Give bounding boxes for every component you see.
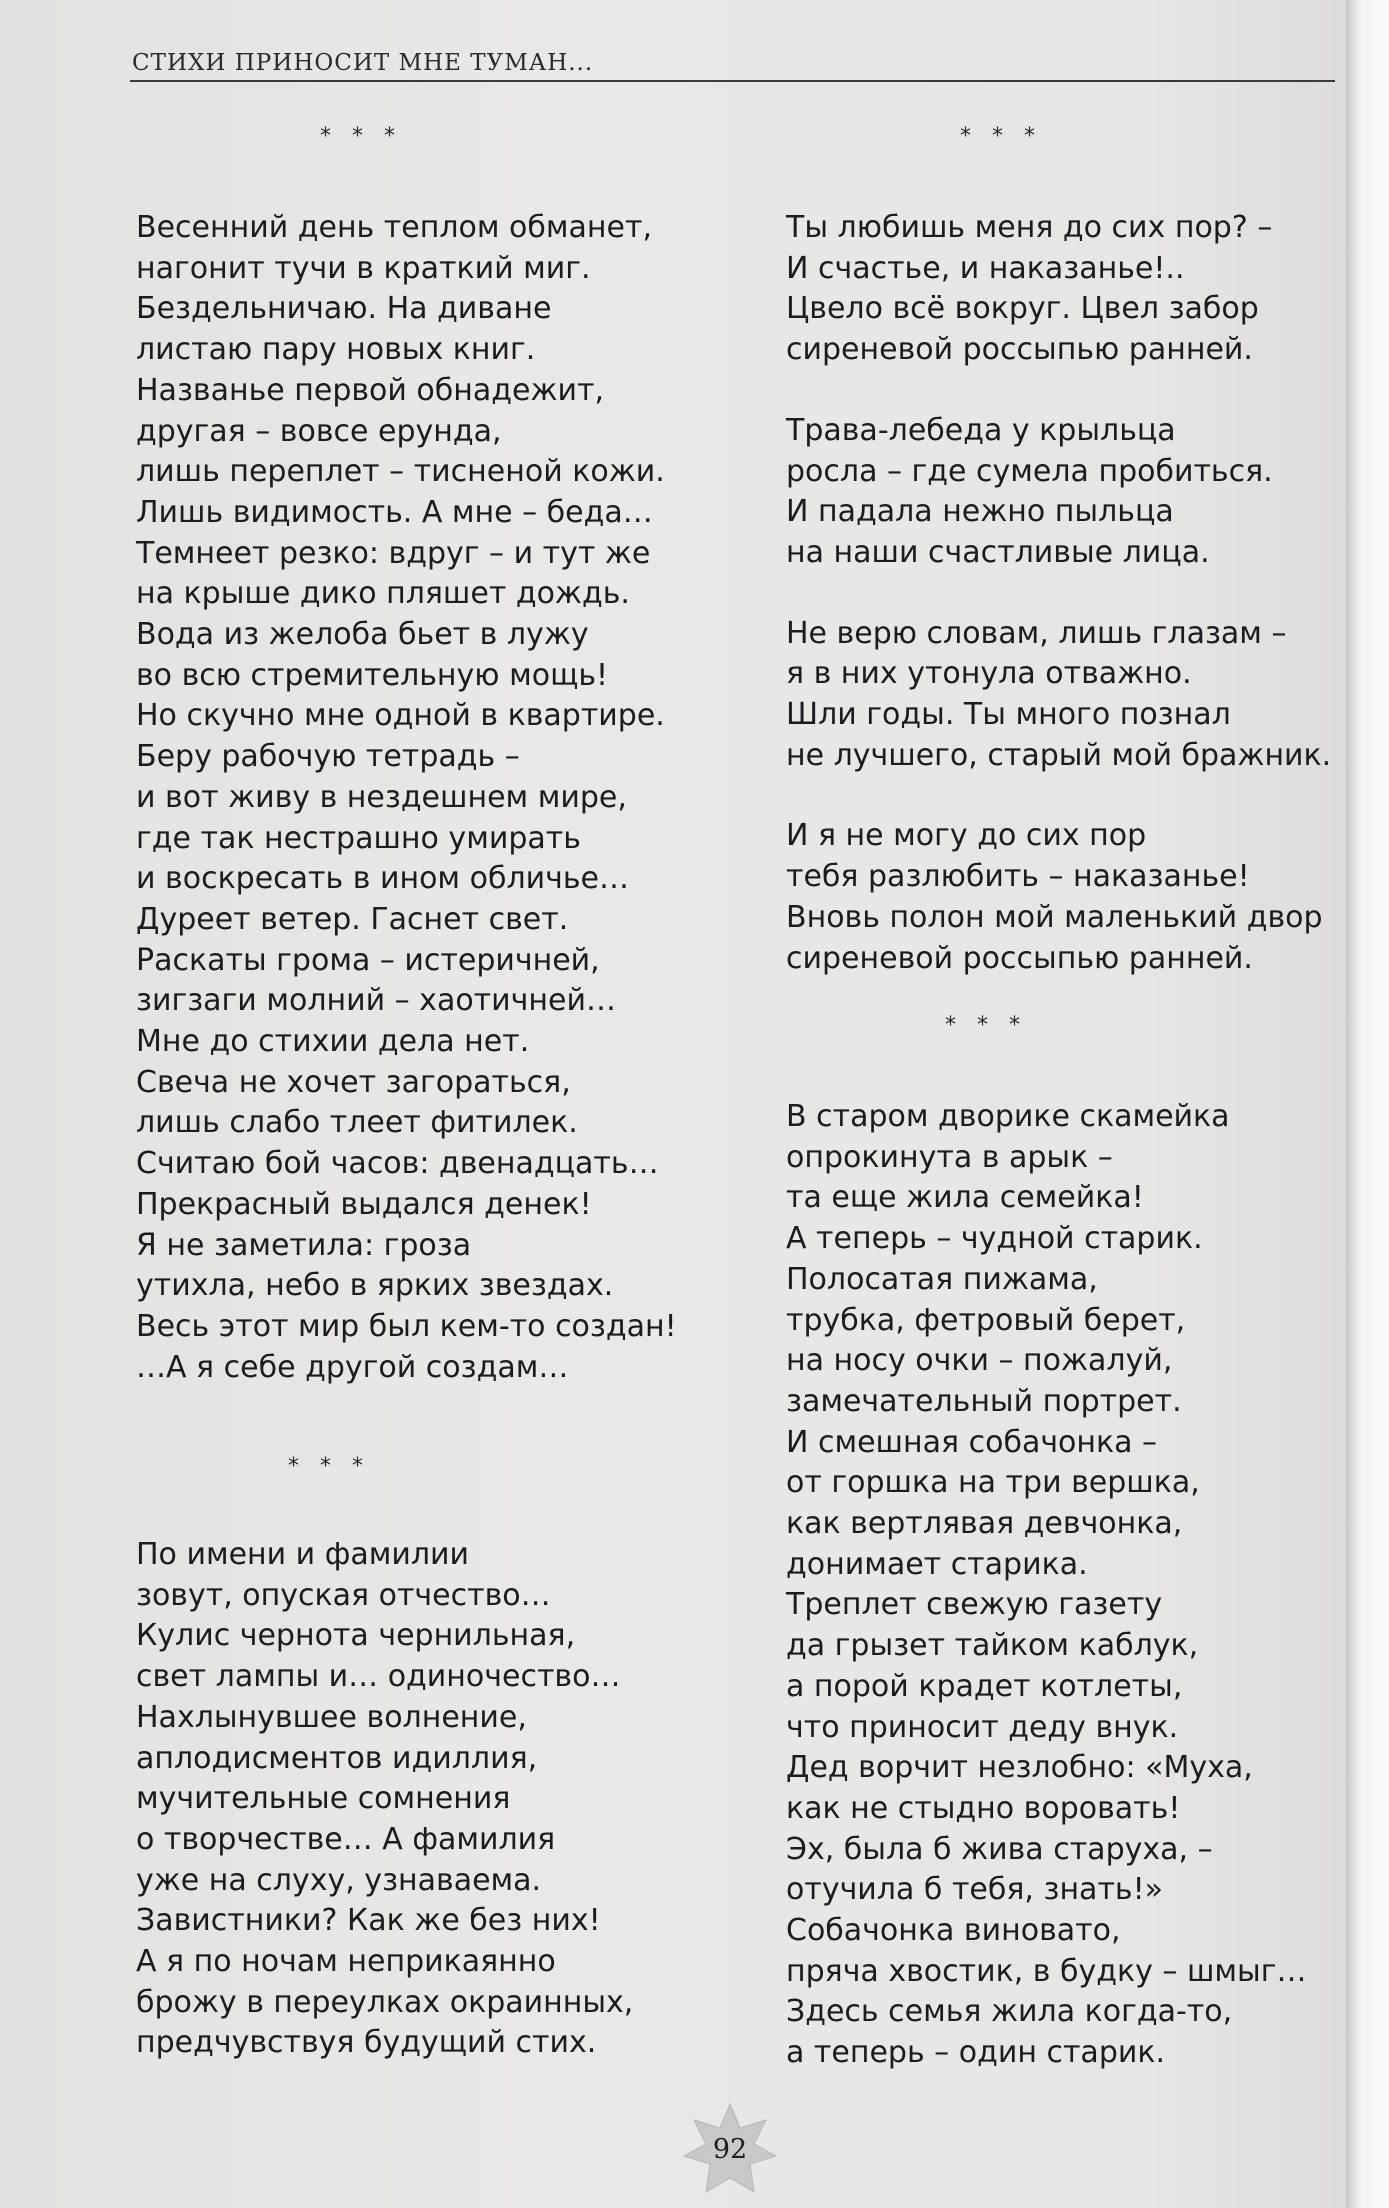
poem-line: Темнеет резко: вдруг – и тут же — [136, 535, 651, 571]
poem-line: о творчестве… А фамилия — [136, 1821, 556, 1857]
poem-separator-left-mid: * * * — [288, 1454, 370, 1479]
poem-line: та еще жила семейка! — [786, 1180, 1144, 1216]
right-column-lower — [786, 1097, 1346, 2074]
poem-line: на крыше дико пляшет дождь. — [136, 576, 630, 612]
poem-line: не лучшего, старый мой бражник. — [786, 737, 1332, 773]
poem-line: …А я себе другой создам… — [136, 1349, 569, 1385]
header-rule — [130, 80, 1335, 82]
poem-line: А я по ночам неприкаянно — [136, 1944, 556, 1980]
poem-line: во всю стремительную мощь! — [136, 657, 609, 693]
poem-line: замечательный портрет. — [786, 1383, 1182, 1419]
poem-line: Раскаты грома – истеричней, — [136, 942, 600, 978]
poem-line: Свеча не хочет загораться, — [136, 1064, 571, 1100]
left-column — [136, 208, 696, 1388]
poem-line: и воскресать в ином обличье… — [136, 861, 629, 897]
poem-line: что приносит деду внук. — [786, 1709, 1179, 1745]
poem-line: Шли годы. Ты много познал — [786, 697, 1231, 733]
poem-line: уже на слуху, узнаваема. — [136, 1862, 542, 1898]
poem-line: Вновь полон мой маленький двор — [786, 899, 1323, 935]
poem-by-name — [136, 1535, 696, 2064]
poem-line: Лишь видимость. А мне – беда… — [136, 494, 653, 530]
poem-old-yard — [786, 1097, 1346, 2074]
poem-line: зигзаги молний – хаотичней… — [136, 983, 616, 1019]
poem-line: По имени и фамилии — [136, 1537, 470, 1572]
poem-line: лишь слабо тлеет фитилек. — [136, 1105, 578, 1141]
poem-line: Завистники? Как же без них! — [136, 1903, 601, 1939]
poem-line: донимает старика. — [786, 1546, 1088, 1582]
poem-line: как вертлявая девчонка, — [786, 1506, 1183, 1542]
stanza-gap — [786, 371, 1346, 411]
poem-line: Ты любишь меня до сих пор? – — [786, 210, 1273, 245]
poem-line: сиреневой россыпью ранней. — [786, 332, 1253, 368]
poem-line: свет лампы и… одиночество… — [136, 1659, 621, 1695]
poem-line: росла – где сумела пробиться. — [786, 453, 1273, 489]
poem-line: отучила б тебя, знать!» — [786, 1872, 1163, 1908]
poem-line: я в них утонула отважно. — [786, 656, 1192, 692]
poem-separator-right-mid: * * * — [945, 1013, 1027, 1038]
poem-line: Дед ворчит незлобно: «Муха, — [786, 1750, 1253, 1786]
poem-line: Дуреет ветер. Гаснет свет. — [136, 901, 569, 937]
poem-line: Прекрасный выдался денек! — [136, 1186, 592, 1222]
poem-line: да грызет тайком каблук, — [786, 1628, 1199, 1664]
poem-line: Бездельничаю. На диване — [136, 291, 552, 327]
poem-line: на носу очки – пожалуй, — [786, 1343, 1173, 1379]
poem-line: лишь переплет – тисненой кожи. — [136, 454, 665, 490]
poem-line: Мне до стихии дела нет. — [136, 1024, 530, 1060]
poem-line: Трава-лебеда у крыльца — [786, 412, 1176, 448]
poem-line: Треплет свежую газету — [786, 1587, 1163, 1623]
poem-line: другая – вовсе ерунда, — [136, 413, 502, 449]
poem-line: где так нестрашно умирать — [136, 820, 581, 856]
right-column — [786, 208, 1346, 979]
poem-separator-left-top: * * * — [320, 124, 402, 149]
poem-line: Но скучно мне одной в квартире. — [136, 698, 665, 734]
poem-line: брожу в переулках окраинных, — [136, 1984, 634, 2020]
poem-line: аплодисментов идиллия, — [136, 1740, 538, 1776]
poem-line: нагонит тучи в краткий миг. — [136, 250, 591, 286]
poem-line: утихла, небо в ярких звездах. — [136, 1268, 614, 1304]
poem-line: предчувствуя будущий стих. — [136, 2025, 597, 2061]
poem-line: Полосатая пижама, — [786, 1261, 1098, 1297]
poem-line: трубка, фетровый берет, — [786, 1302, 1186, 1338]
poem-line: Кулис чернота чернильная, — [136, 1618, 576, 1654]
stanza-gap — [786, 776, 1346, 816]
poem-line: опрокинута в арык – — [786, 1139, 1113, 1175]
poem-line: Названье первой обнадежит, — [136, 372, 605, 408]
poem-line: Собачонка виновато, — [786, 1913, 1121, 1949]
poem-line: Вода из желоба бьет в лужу — [136, 617, 589, 653]
poem-line: Не верю словам, лишь глазам – — [786, 615, 1287, 651]
poem-spring-day — [136, 208, 696, 1388]
poem-line: Здесь семья жила когда-то, — [786, 1994, 1233, 2030]
poem-line: Считаю бой часов: двенадцать… — [136, 1146, 659, 1182]
poem-line: В старом дворике скамейка — [786, 1099, 1230, 1134]
poem-line: тебя разлюбить – наказанье! — [786, 859, 1250, 895]
left-column-lower — [136, 1535, 696, 2064]
stanza-gap — [786, 574, 1346, 614]
poem-line: зовут, опуская отчество… — [136, 1577, 551, 1613]
poem-line: мучительные сомнения — [136, 1781, 511, 1817]
poem-line: от горшка на три вершка, — [786, 1465, 1200, 1501]
poem-line: сиреневой россыпью ранней. — [786, 940, 1253, 976]
page-number: 92 — [712, 2134, 748, 2165]
poem-line: а порой крадет котлеты, — [786, 1668, 1183, 1704]
poem-line: как не стыдно воровать! — [786, 1790, 1181, 1826]
poem-line: на наши счастливые лица. — [786, 534, 1210, 570]
poem-line: И счастье, и наказанье!.. — [786, 250, 1185, 286]
poem-line: Весь этот мир был кем-то создан! — [136, 1308, 677, 1344]
poem-line: пряча хвостик, в будку – шмыг… — [786, 1953, 1307, 1989]
poem-line: Эх, была б жива старуха, – — [786, 1831, 1213, 1867]
poem-line: Я не заметила: гроза — [136, 1227, 472, 1263]
poem-line: и вот живу в нездешнем мире, — [136, 779, 627, 815]
poem-line: Весенний день теплом обманет, — [136, 210, 652, 245]
poem-line: Цвело всё вокруг. Цвел забор — [786, 291, 1259, 327]
page-number-badge — [680, 2100, 780, 2200]
poem-line: а теперь – один старик. — [786, 2035, 1166, 2071]
poem-separator-right-top: * * * — [960, 124, 1042, 149]
poem-line: И я не могу до сих пор — [786, 818, 1147, 854]
poem-lilac — [786, 208, 1346, 979]
running-head: СТИХИ ПРИНОСИТ МНЕ ТУМАН... — [132, 50, 594, 76]
poem-line: Нахлынувшее волнение, — [136, 1699, 527, 1735]
poem-line: листаю пару новых книг. — [136, 332, 536, 368]
poem-line: Беру рабочую тетрадь – — [136, 739, 520, 775]
poem-line: А теперь – чудной старик. — [786, 1221, 1203, 1257]
poem-line: И падала нежно пыльца — [786, 494, 1174, 530]
poem-line: И смешная собачонка – — [786, 1424, 1158, 1460]
page-edge-shadow — [1346, 0, 1389, 2208]
